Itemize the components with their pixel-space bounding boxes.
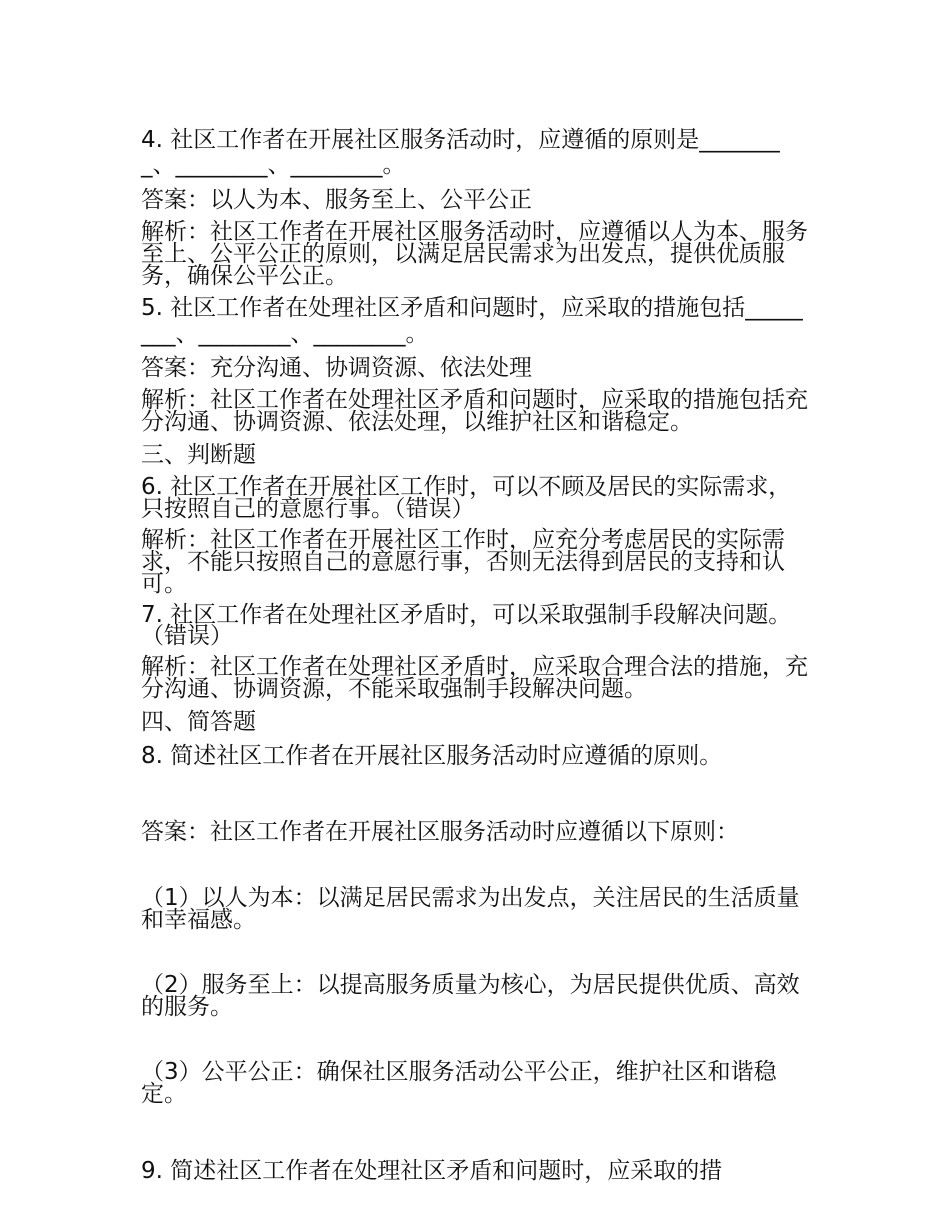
section-heading-judgement: 三、判断题: [141, 442, 256, 468]
answer-4: 答案：以人为本、服务至上、公平公正: [141, 186, 532, 213]
analysis-6: 解析：社区工作者在开展社区工作时，应充分考虑居民的实际需求，不能只按照自己的意愿行事，否则无法得到居民的支持和认可。: [141, 526, 785, 597]
question-7: 7. 社区工作者在处理社区矛盾时，可以采取强制手段解决问题。（错误）: [141, 601, 792, 650]
question-6: 6. 社区工作者在开展社区工作时，可以不顾及居民的实际需求，只按照自己的意愿行事。（错误）: [141, 474, 792, 523]
answer-8-point-1: （1）以人为本：以满足居民需求为出发点，关注居民的生活质量和幸福感。: [141, 884, 800, 933]
analysis-4: 解析：社区工作者在开展社区服务活动时，应遵循以人为本、服务至上、公平公正的原则，以满足居民需求为出发点，提供优质服务，确保公平公正。: [141, 218, 808, 289]
answer-8-point-3: （3）公平公正：确保社区服务活动公平公正，维护社区和谐稳定。: [141, 1059, 777, 1108]
question-5: 5. 社区工作者在处理社区矛盾和问题时，应采取的措施包括________、________、________。: [141, 295, 803, 347]
question-8: 8. 简述社区工作者在开展社区服务活动时应遵循的原则。: [141, 743, 723, 770]
analysis-7: 解析：社区工作者在处理社区矛盾时，应采取合理合法的措施，充分沟通、协调资源，不能采取强制手段解决问题。: [141, 654, 808, 703]
answer-8-intro: 答案：社区工作者在开展社区服务活动时应遵循以下原则：: [141, 819, 739, 846]
question-9: 9. 简述社区工作者在处理社区矛盾和问题时，应采取的措: [141, 1157, 723, 1184]
answer-8: [141, 778, 813, 1149]
document-page: [141, 128, 813, 1193]
answer-5: 答案：充分沟通、协调资源、依法处理: [141, 355, 532, 382]
question-4: 4. 社区工作者在开展社区服务活动时，应遵循的原则是________、________、________。: [141, 127, 780, 179]
section-heading-short-answer: 四、简答题: [141, 708, 256, 735]
answer-8-point-2: （2）服务至上：以提高服务质量为核心，为居民提供优质、高效的服务。: [141, 972, 800, 1020]
analysis-5: 解析：社区工作者在处理社区矛盾和问题时，应采取的措施包括充分沟通、协调资源、依法处理，以维护社区和谐稳定。: [141, 387, 808, 436]
